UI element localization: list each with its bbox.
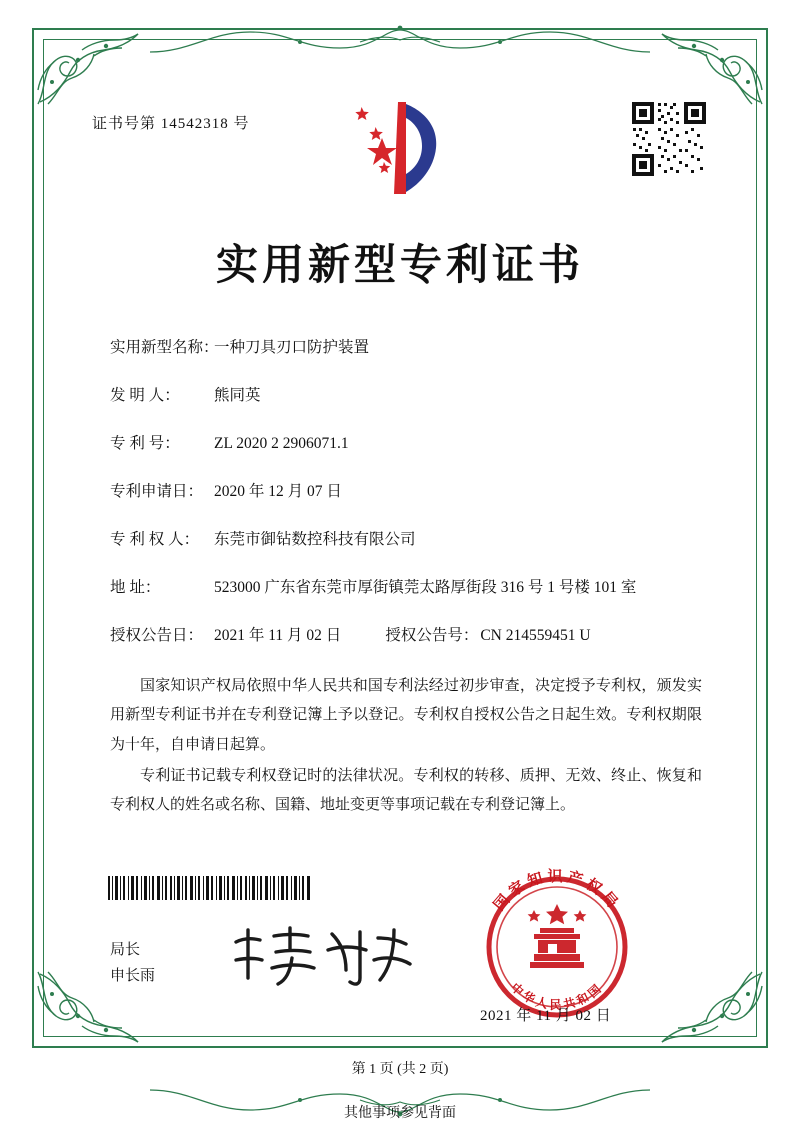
field-row-grant-announcement bbox=[110, 624, 710, 648]
footnote: 其他事项参见背面 bbox=[344, 1106, 456, 1121]
barcode-icon bbox=[108, 876, 310, 900]
field-label-grant-number: 授权公告号： bbox=[385, 627, 479, 645]
field-row-inventor bbox=[110, 384, 710, 408]
field-value: ZL 2020 2 2906071.1 bbox=[214, 435, 349, 453]
field-row-patentee bbox=[110, 528, 710, 552]
grant-number-group bbox=[385, 624, 590, 648]
field-row-address bbox=[110, 576, 710, 600]
field-value: 2020 年 12 月 07 日 bbox=[214, 483, 342, 501]
page-title: 实用新型专利证书 bbox=[215, 243, 584, 289]
field-value-grant-number: CN 214559451 U bbox=[480, 627, 591, 645]
corner-ornament-icon bbox=[34, 30, 146, 108]
field-value: 熊同英 bbox=[214, 387, 261, 405]
field-label: 专利申请日： bbox=[110, 483, 204, 501]
field-value: 东莞市御钻数控科技有限公司 bbox=[214, 531, 416, 549]
paragraph-2: 专利证书记载专利权登记时的法律状况。专利权的转移、质押、无效、终止、恢复和专利权人的姓名或名称、国籍、地址变更等事项记载在专利登记簿上。 bbox=[110, 767, 702, 813]
field-label: 发 明 人： bbox=[110, 387, 180, 405]
field-value: 一种刀具刃口防护装置 bbox=[214, 339, 370, 356]
signature-block bbox=[110, 938, 155, 989]
field-row-application-date bbox=[110, 480, 710, 504]
cnipa-logo-icon bbox=[352, 98, 448, 198]
top-edge-ornament-icon bbox=[150, 22, 650, 58]
signature-title: 局长 bbox=[110, 942, 141, 958]
field-value: 523000 广东省东莞市厚街镇莞太路厚街段 316 号 1 号楼 101 室 bbox=[214, 579, 637, 597]
field-label-grant-date: 授权公告日： bbox=[110, 627, 204, 645]
page-number: 第 1 页 (共 2 页) bbox=[351, 1062, 449, 1077]
seal-date: 2021 年 11 月 02 日 bbox=[480, 1008, 612, 1024]
paragraph-1: 国家知识产权局依照中华人民共和国专利法经过初步审查，决定授予专利权，颁发实用新型专利证书并在专利登记簿上予以登记。专利权自授权公告之日起生效。专利权期限为十年，自申请日起算。 bbox=[110, 678, 702, 753]
field-value-grant-date: 2021 年 11 月 02 日 bbox=[214, 627, 342, 645]
field-label: 实用新型名称： bbox=[110, 339, 219, 356]
corner-ornament-icon bbox=[654, 30, 766, 108]
field-label: 专 利 权 人： bbox=[110, 531, 200, 549]
field-row-utility-model-name bbox=[110, 336, 710, 360]
svg-text:国家知识产权局: 国家知识产权局 bbox=[491, 869, 623, 915]
signature-name: 申长雨 bbox=[110, 967, 156, 984]
svg-text:中华人民共和国: 中华人民共和国 bbox=[508, 980, 606, 1013]
handwritten-signature-icon bbox=[228, 920, 418, 990]
corner-ornament-icon bbox=[654, 968, 766, 1046]
certificate-fields bbox=[110, 336, 710, 672]
certificate-number: 证书号第 14542318 号 bbox=[92, 116, 250, 132]
field-label: 专 利 号： bbox=[110, 435, 180, 453]
field-label: 地 址： bbox=[110, 579, 161, 597]
field-row-patent-number bbox=[110, 432, 710, 456]
legal-text bbox=[110, 672, 702, 822]
qr-code-icon bbox=[630, 100, 708, 178]
